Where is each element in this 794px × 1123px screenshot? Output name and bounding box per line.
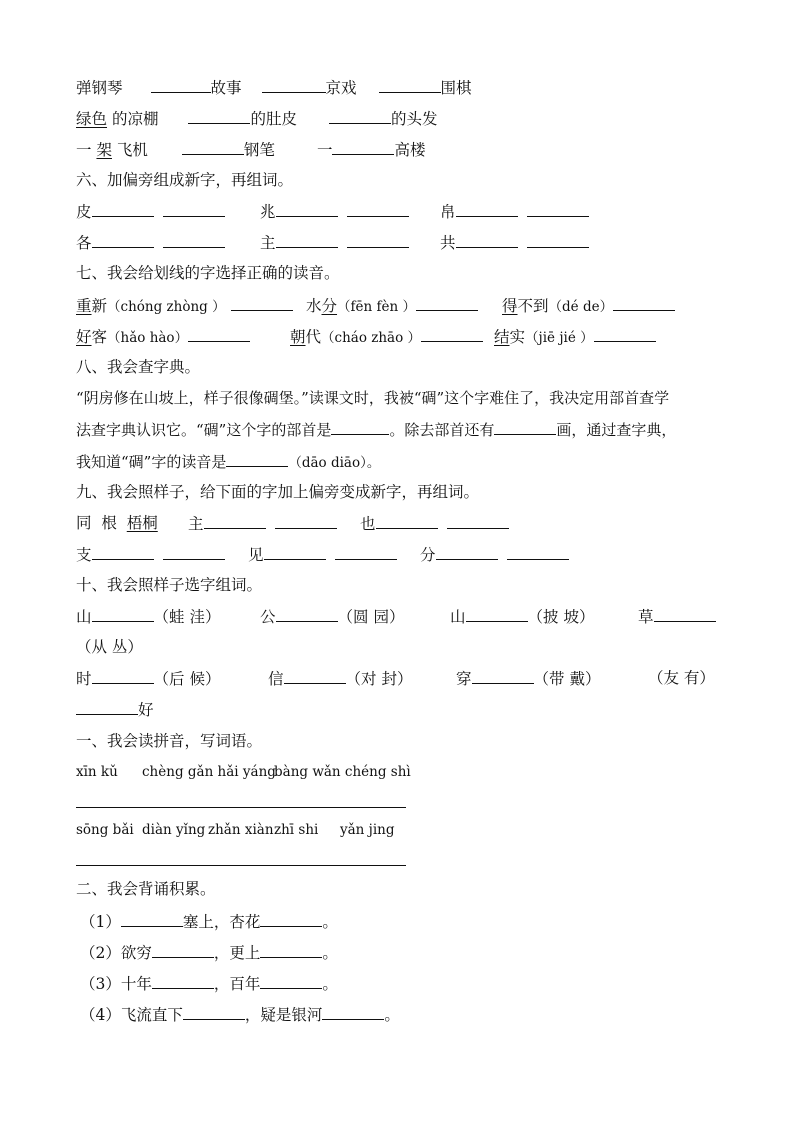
answer-blank[interactable] <box>527 201 589 217</box>
s5-row-3 <box>76 139 425 159</box>
answer-blank[interactable] <box>182 139 244 155</box>
pinyin-text: yǎn jing <box>340 822 395 838</box>
choice-item <box>268 668 412 689</box>
char: 主 <box>188 515 204 533</box>
answer-blank[interactable] <box>331 419 389 435</box>
answer-blank[interactable] <box>613 295 675 311</box>
answer-blank[interactable] <box>527 232 589 248</box>
reading-item <box>76 326 250 348</box>
word-text: 弹钢琴 <box>76 79 123 97</box>
options: （圆 园） <box>337 608 405 626</box>
pinyin-options: （chóng zhòng ） <box>107 299 226 315</box>
writing-line[interactable] <box>76 865 406 866</box>
text: （3）十年 <box>80 975 152 993</box>
answer-blank[interactable] <box>654 606 716 622</box>
recite-line <box>80 911 338 932</box>
text: 。 <box>322 975 338 993</box>
pinyin-options: （dé de） <box>548 299 614 315</box>
text: ，百年 <box>213 975 261 993</box>
char: 各 <box>76 234 92 252</box>
answer-blank[interactable] <box>347 201 409 217</box>
pinyin-text: sōng bǎi <box>76 822 134 838</box>
s5-row-2 <box>76 108 438 128</box>
answer-blank[interactable] <box>163 201 225 217</box>
answer-blank[interactable] <box>447 513 509 529</box>
section-2-title: 二、我会背诵积累。 <box>76 880 216 898</box>
writing-line[interactable] <box>76 807 406 808</box>
recite-line <box>80 942 338 963</box>
text: ，更上 <box>213 944 261 962</box>
options: （披 坡） <box>527 608 595 626</box>
char: 共 <box>440 234 456 252</box>
char: 山 <box>450 608 466 626</box>
answer-blank[interactable] <box>332 139 394 155</box>
paragraph-line <box>76 451 380 471</box>
pinyin-text: bàng wǎn chéng shì <box>274 764 411 780</box>
reading-item <box>502 295 675 317</box>
char-item <box>76 544 225 565</box>
answer-blank[interactable] <box>275 513 337 529</box>
answer-blank[interactable] <box>456 232 518 248</box>
section-7-title: 七、我会给划线的字选择正确的读音。 <box>76 264 340 282</box>
answer-blank[interactable] <box>276 232 338 248</box>
options: （从 丛） <box>76 638 143 656</box>
choice-item <box>76 606 220 627</box>
answer-blank[interactable] <box>335 544 397 560</box>
answer-blank[interactable] <box>121 911 183 927</box>
char: 信 <box>268 670 284 688</box>
answer-blank[interactable] <box>188 108 250 124</box>
answer-blank[interactable] <box>416 295 478 311</box>
word-rest: 代 <box>305 328 322 346</box>
answer-blank[interactable] <box>92 232 154 248</box>
char-item <box>260 201 409 222</box>
pinyin-text: zhǎn xiàn <box>208 822 274 838</box>
underlined-char: 朝 <box>290 328 306 346</box>
answer-blank[interactable] <box>152 973 214 989</box>
text: （4）飞流直下 <box>80 1006 183 1024</box>
text: （dāo diāo）。 <box>288 455 381 471</box>
char-item <box>76 232 225 253</box>
reading-item <box>306 295 478 317</box>
pinyin-options: （jiē jié ） <box>525 330 594 346</box>
word-rest: 实 <box>509 328 526 346</box>
answer-blank[interactable] <box>507 544 569 560</box>
answer-blank[interactable] <box>276 606 338 622</box>
answer-blank[interactable] <box>76 699 138 715</box>
word-text: 一 <box>316 141 333 159</box>
text: 。除去部首还有 <box>389 421 495 439</box>
example-word: 梧桐 <box>126 514 158 532</box>
char-item <box>440 232 589 253</box>
options: （蛙 洼） <box>153 608 221 626</box>
char-item <box>440 201 589 222</box>
options: （带 戴） <box>533 670 601 688</box>
choice-item <box>638 606 716 627</box>
answer-blank[interactable] <box>494 419 556 435</box>
char-item <box>76 201 225 222</box>
answer-blank[interactable] <box>92 606 154 622</box>
answer-blank[interactable] <box>262 77 326 93</box>
word-rest: 客 <box>91 328 108 346</box>
pinyin-options: （hǎo hào） <box>107 330 189 346</box>
answer-blank[interactable] <box>466 606 528 622</box>
answer-blank[interactable] <box>276 201 338 217</box>
example-char: 根 <box>101 514 117 532</box>
pinyin-options: （cháo zhāo ） <box>321 330 422 346</box>
pinyin-text: zhī shi <box>274 822 319 838</box>
word-rest: 水 <box>306 297 322 315</box>
word-rest: 不到 <box>517 297 549 315</box>
char: 皮 <box>76 203 92 221</box>
char: 山 <box>76 608 92 626</box>
pinyin-text: diàn yǐng <box>142 822 206 838</box>
word-text: 围棋 <box>440 79 472 97</box>
char: 见 <box>248 546 264 564</box>
word-rest: 新 <box>91 297 108 315</box>
reading-item <box>290 326 483 348</box>
underlined-char: 分 <box>321 297 338 315</box>
char: 公 <box>260 608 276 626</box>
char: 帛 <box>440 203 456 221</box>
word-text: 的凉棚 <box>111 110 159 128</box>
underlined-char: 得 <box>502 297 518 315</box>
underlined-char: 结 <box>494 328 510 346</box>
answer-blank[interactable] <box>163 232 225 248</box>
answer-blank[interactable] <box>163 544 225 560</box>
underlined-word: 绿色 <box>76 110 108 128</box>
choice-item <box>76 699 154 720</box>
word-text: 钢笔 <box>243 141 275 159</box>
reading-item <box>76 295 293 317</box>
answer-blank[interactable] <box>421 326 483 342</box>
section-10-title: 十、我会照样子选字组词。 <box>76 576 263 594</box>
text: 。 <box>384 1006 400 1024</box>
answer-blank[interactable] <box>260 973 322 989</box>
word-text: 的头发 <box>390 110 438 128</box>
text: 我知道“碉”字的读音是 <box>76 453 227 471</box>
pinyin-text: chèng gǎn hǎi yáng <box>142 764 276 780</box>
text: 法查字典认识它。“碉”这个字的部首是 <box>76 421 332 439</box>
char: 支 <box>76 546 92 564</box>
char: 好 <box>138 701 154 719</box>
choice-item <box>450 606 594 627</box>
answer-blank[interactable] <box>379 77 441 93</box>
answer-blank[interactable] <box>347 232 409 248</box>
char: 穿 <box>456 670 472 688</box>
underlined-char: 重 <box>76 297 92 315</box>
char: 也 <box>360 515 376 533</box>
answer-blank[interactable] <box>92 544 154 560</box>
word-text: 的肚皮 <box>250 110 297 128</box>
char-item <box>420 544 569 565</box>
answer-blank[interactable] <box>472 668 534 684</box>
char: 分 <box>420 546 436 564</box>
word-text: 一 <box>76 141 92 159</box>
answer-blank[interactable] <box>260 911 322 927</box>
options: （后 候） <box>153 670 221 688</box>
char: 时 <box>76 670 92 688</box>
word-text: 故事 <box>210 79 242 97</box>
answer-blank[interactable] <box>260 942 322 958</box>
answer-blank[interactable] <box>152 942 214 958</box>
char: 兆 <box>260 203 276 221</box>
paragraph-line <box>76 419 676 439</box>
answer-blank[interactable] <box>456 201 518 217</box>
answer-blank[interactable] <box>92 201 154 217</box>
text: ，疑是银河 <box>244 1006 323 1024</box>
char-item <box>188 513 337 534</box>
word-text: 飞机 <box>116 141 148 159</box>
answer-blank[interactable] <box>376 513 438 529</box>
answer-blank[interactable] <box>231 295 293 311</box>
answer-blank[interactable] <box>204 513 266 529</box>
char: 草 <box>638 608 654 626</box>
word-text: 高楼 <box>394 141 426 159</box>
section-9-title: 九、我会照样子，给下面的字加上偏旁变成新字，再组词。 <box>76 483 480 501</box>
underlined-char: 好 <box>76 328 92 346</box>
char-item <box>360 513 509 534</box>
options: （对 封） <box>345 670 413 688</box>
text: 画，通过查字典， <box>556 421 677 439</box>
text: 。 <box>322 944 338 962</box>
paragraph-line: “阴房修在山坡上，样子很像碉堡。”读课文时，我被“碉”这个字难住了，我决定用部首查学 <box>76 389 670 407</box>
char-item <box>248 544 397 565</box>
answer-blank[interactable] <box>264 544 326 560</box>
reading-item <box>494 326 656 348</box>
answer-blank[interactable] <box>151 77 211 93</box>
pinyin-options: （fēn fèn ） <box>337 299 416 315</box>
section-6-title: 六、加偏旁组成新字，再组词。 <box>76 171 294 189</box>
recite-line <box>80 1004 400 1025</box>
underlined-word: 架 <box>96 141 112 159</box>
char-item <box>260 232 409 253</box>
answer-blank[interactable] <box>188 326 250 342</box>
example-char: 同 <box>76 514 92 532</box>
answer-blank[interactable] <box>329 108 391 124</box>
answer-blank[interactable] <box>594 326 656 342</box>
answer-blank[interactable] <box>436 544 498 560</box>
recite-line <box>80 973 338 994</box>
word-text: 京戏 <box>325 79 357 97</box>
char: 主 <box>260 234 276 252</box>
section-1-title: 一、我会读拼音，写词语。 <box>76 732 263 750</box>
text: （1） <box>80 913 121 931</box>
text: （2）欲穷 <box>80 944 152 962</box>
options: （友 有） <box>648 669 715 687</box>
choice-item <box>76 668 220 689</box>
answer-blank[interactable] <box>284 668 346 684</box>
text: 塞上，杏花 <box>182 913 261 931</box>
s5-row-1 <box>76 77 472 97</box>
section-8-title: 八、我会查字典。 <box>76 358 201 376</box>
example <box>76 513 158 533</box>
choice-item <box>456 668 600 689</box>
answer-blank[interactable] <box>92 668 154 684</box>
answer-blank[interactable] <box>183 1004 245 1020</box>
answer-blank[interactable] <box>322 1004 384 1020</box>
text: 。 <box>322 913 338 931</box>
pinyin-text: xīn kǔ <box>76 764 118 780</box>
choice-item <box>260 606 404 627</box>
answer-blank[interactable] <box>226 451 288 467</box>
